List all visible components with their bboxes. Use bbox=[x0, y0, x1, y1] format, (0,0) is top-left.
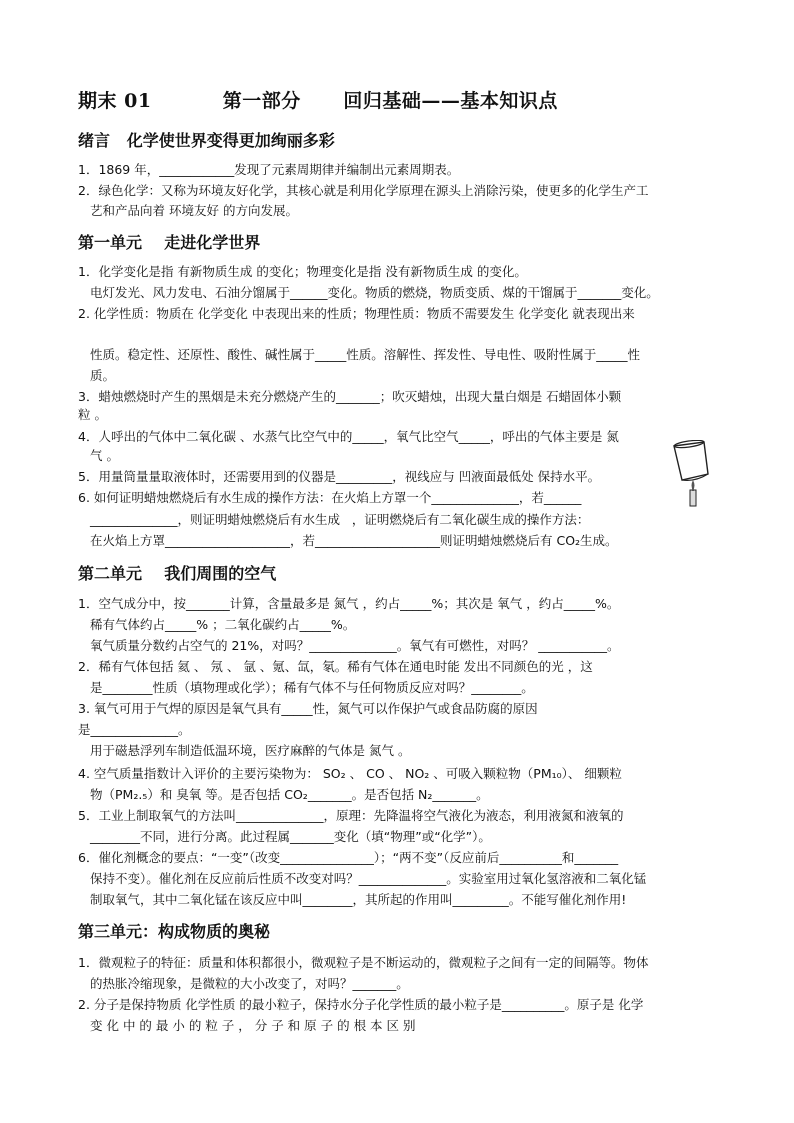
text-line: 6. 如何证明蜡烛燃烧后有水生成的操作方法：在火焰上方罩一个______________，若______ bbox=[78, 490, 582, 505]
text-line: 的热胀冷缩现象，是微粒的大小改变了，对吗？_______。 bbox=[90, 976, 409, 991]
text-line: 1．化学变化是指 有新物质生成 的变化；物理变化是指 没有新物质生成 的变化。 bbox=[78, 264, 527, 279]
page-title: 期末 01 第一部分 回归基础——基本知识点 bbox=[78, 90, 558, 112]
text-line: 在火焰上方罩____________________，若____________________则证明蜡烛燃烧后有 CO₂生成。 bbox=[90, 533, 618, 548]
text-line: 2. 化学性质：物质在 化学变化 中表现出来的性质；物理性质：物质不需要发生 化学变化 就表现出来 bbox=[78, 306, 635, 321]
text-line: 2．绿色化学：又称为环境友好化学，其核心就是利用化学原理在源头上消除污染，使更多的化学生产工 bbox=[78, 183, 649, 198]
text-line: 2．稀有气体包括 氦 、 氖 、 氩 、氪、氙，氡。稀有气体在通电时能 发出不同颜色的光 ，这 bbox=[78, 659, 593, 674]
section-heading-unit2: 第二单元 我们周围的空气 bbox=[78, 564, 277, 583]
text-line: 2. 分子是保持物质 化学性质 的最小粒子，保持水分子化学性质的最小粒子是__________。原子是 化学 bbox=[78, 997, 644, 1012]
text-line: 6．催化剂概念的要点：“一变”（改变_______________）；“两不变”（反应前后__________和_______ bbox=[78, 850, 619, 865]
text-line: 4．人呼出的气体中二氧化碳 、水蒸气比空气中的_____，氧气比空气_____，呼出的气体主要是 氮 bbox=[78, 429, 619, 444]
text-line: 气 。 bbox=[90, 448, 119, 463]
text-line: 是________性质（填物理或化学）；稀有气体不与任何物质反应对吗？________。 bbox=[90, 680, 534, 695]
text-line: 1．1869 年，____________发现了元素周期律并编制出元素周期表。 bbox=[78, 162, 460, 177]
text-line: 1．空气成分中，按_______计算，含量最多是 氮气 ，约占_____%；其次是 氧气 ，约占_____%。 bbox=[78, 596, 620, 611]
text-line: 电灯发光、风力发电、石油分馏属于______变化。物质的燃烧，物质变质、煤的干馏属于_______变化。 bbox=[90, 285, 659, 300]
text-line: 艺和产品向着 环境友好 的方向发展。 bbox=[90, 203, 298, 218]
text-line: 1．微观粒子的特征：质量和体积都很小，微观粒子是不断运动的，微观粒子之间有一定的间隔等。物体 bbox=[78, 955, 649, 970]
section-heading-intro: 绪言 化学使世界变得更加绚丽多彩 bbox=[78, 131, 335, 150]
text-line: ______________，则证明蜡烛燃烧后有水生成 ，证明燃烧后有二氧化碳生成的操作方法： bbox=[90, 512, 590, 527]
beaker-over-candle-illustration bbox=[668, 440, 714, 510]
text-line: 用于磁悬浮列车制造低温环境，医疗麻醉的气体是 氮气 。 bbox=[90, 743, 411, 758]
text-line: 氧气质量分数约占空气的 21%，对吗？______________。氧气有可燃性，对吗？ ___________。 bbox=[90, 638, 620, 653]
text-line: 稀有气体约占_____% ；二氧化碳约占_____%。 bbox=[90, 617, 356, 632]
text-line: 3. 氧气可用于气焊的原因是氧气具有_____性，氮气可以作保护气或食品防腐的原因 bbox=[78, 701, 538, 716]
text-line: 保持不变）。催化剂在反应前后性质不改变对吗？______________。实验室用过氧化氢溶液和二氧化锰 bbox=[90, 871, 647, 886]
text-line: 是______________。 bbox=[78, 722, 191, 737]
text-line: 变 化 中 的 最 小 的 粒 子 ， 分 子 和 原 子 的 根 本 区 别 bbox=[90, 1018, 416, 1033]
text-line: 物（PM₂.₅）和 臭氧 等。是否包括 CO₂_______。是否包括 N₂_______。 bbox=[90, 787, 489, 802]
text-line: 制取氧气，其中二氧化锰在该反应中叫________，其所起的作用叫_________。不能写催化剂作用! bbox=[90, 892, 627, 907]
text-line: 性质。稳定性、还原性、酸性、碱性属于_____性质。溶解性、挥发性、导电性、吸附性属于_____性 bbox=[90, 347, 641, 362]
text-line: 5．工业上制取氧气的方法叫______________，原理：先降温将空气液化为液态，利用液氮和液氧的 bbox=[78, 808, 624, 823]
text-line: 4. 空气质量指数计入评价的主要污染物为： SO₂ 、 CO 、 NO₂ 、可吸入颗粒物（PM₁₀）、 细颗粒 bbox=[78, 766, 622, 781]
text-line: 5．用量筒量量取液体时，还需要用到的仪器是_________，视线应与 凹液面最低处 保持水平。 bbox=[78, 469, 601, 484]
text-line: ________不同，进行分离。此过程属_______变化（填“物理”或“化学”）。 bbox=[90, 829, 491, 844]
text-line: 质。 bbox=[90, 368, 116, 383]
text-line: 3．蜡烛燃烧时产生的黑烟是未充分燃烧产生的_______；吹灭蜡烛，出现大量白烟是 石蜡固体小颗 bbox=[78, 389, 622, 404]
section-heading-unit3: 第三单元：构成物质的奥秘 bbox=[78, 922, 271, 941]
section-heading-unit1: 第一单元 走进化学世界 bbox=[78, 233, 261, 252]
text-line: 粒 。 bbox=[78, 407, 107, 422]
